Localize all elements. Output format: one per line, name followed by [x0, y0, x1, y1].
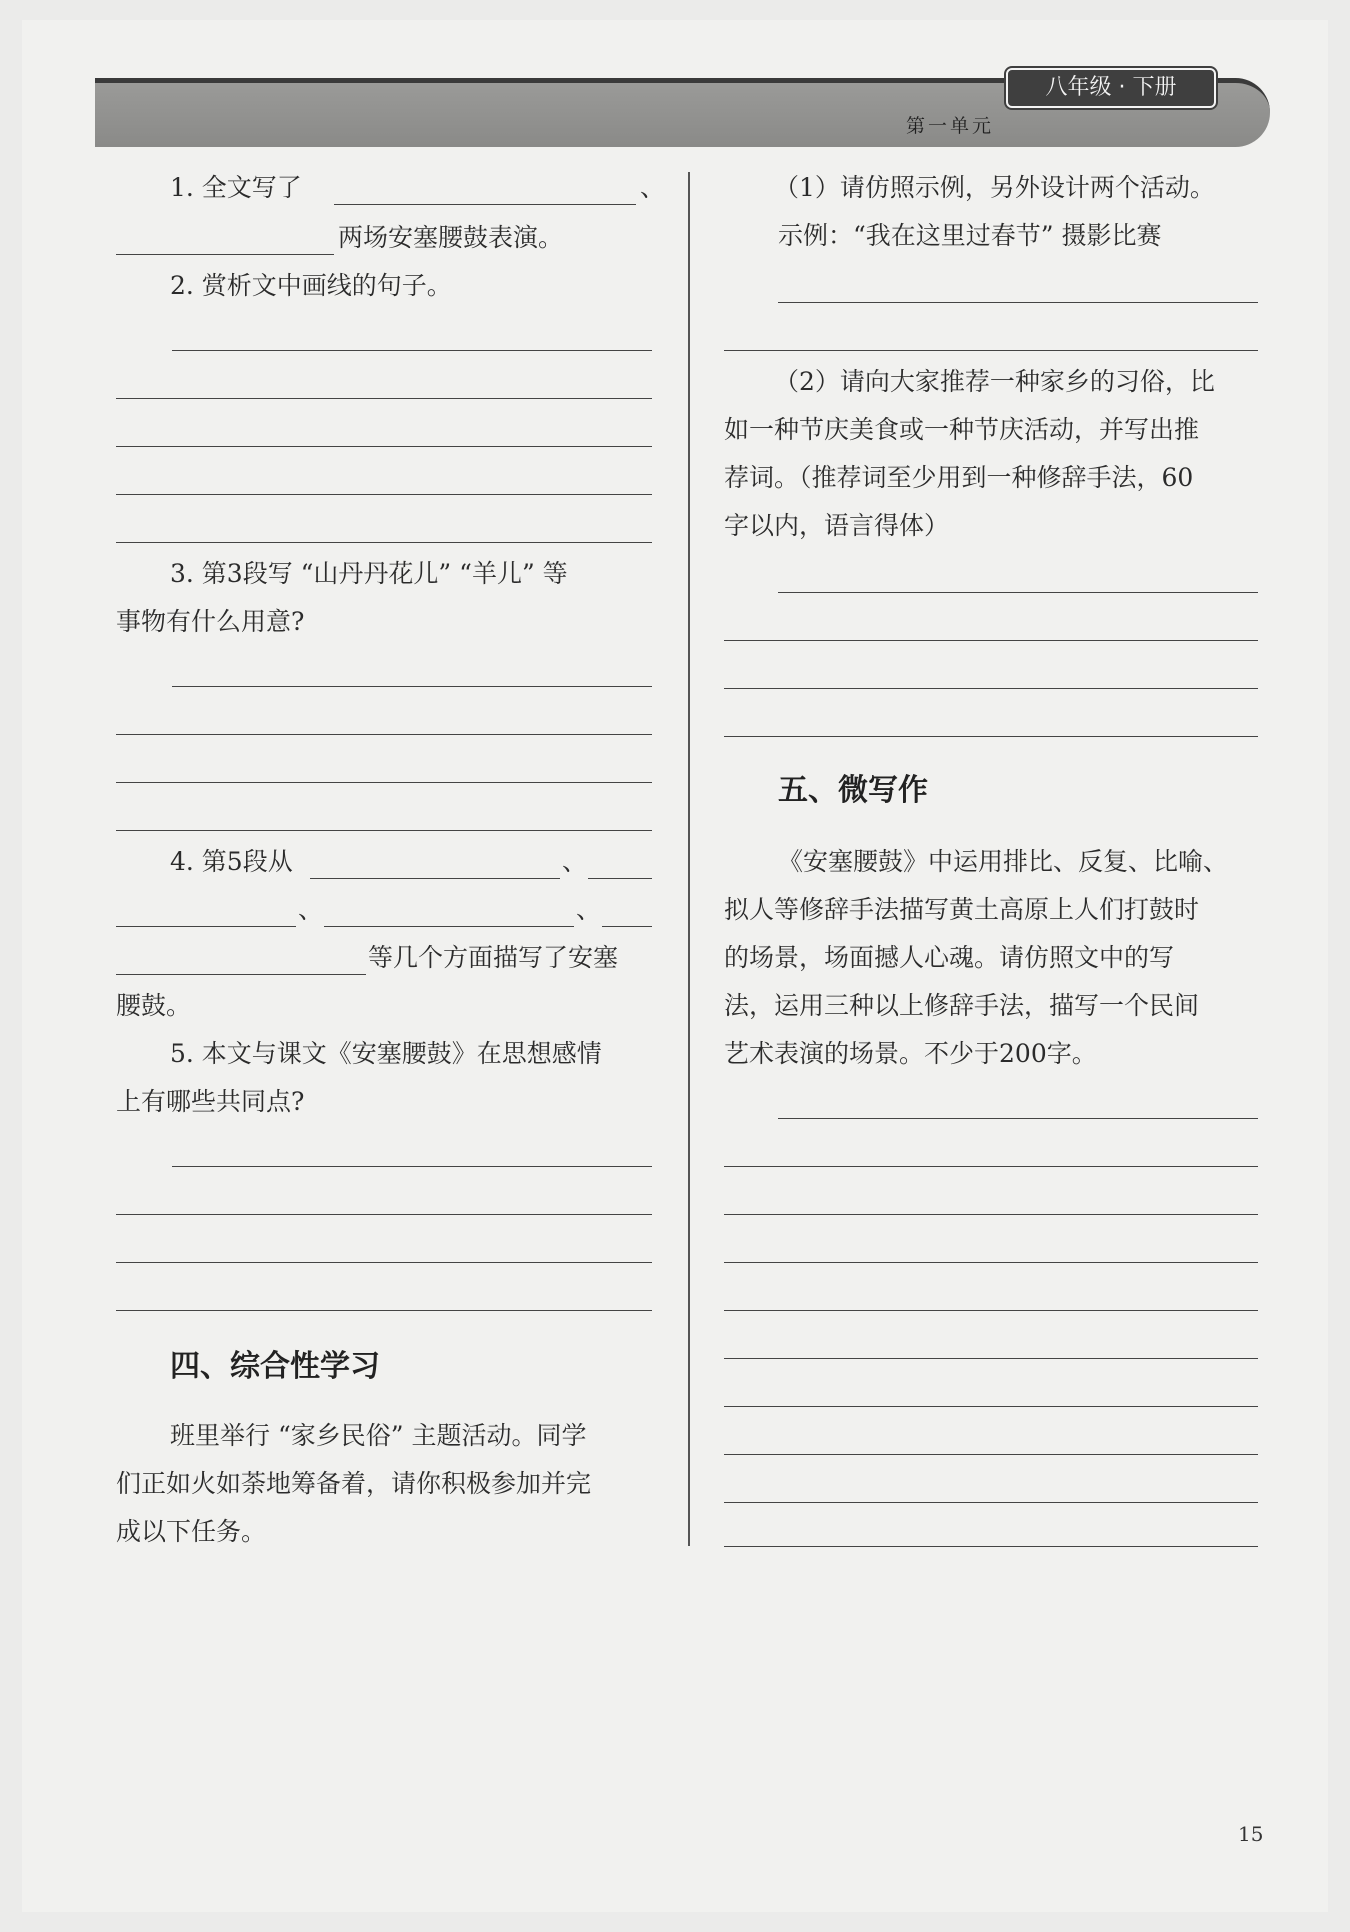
q4-tail: 腰鼓。	[116, 991, 192, 1020]
q4-sep2: 、	[298, 895, 324, 924]
q4-blank-1[interactable]	[310, 878, 560, 879]
q4-blank-2b[interactable]	[116, 926, 296, 927]
q3-line1: 3. 第3段写 “山丹丹花儿” “羊儿” 等	[170, 559, 568, 588]
task1-line2: 示例：“我在这里过春节” 摄影比赛	[778, 221, 1162, 250]
q3-answer-line-3[interactable]	[116, 782, 652, 783]
writing-line-1[interactable]	[778, 1118, 1258, 1119]
q4-blank-4b[interactable]	[116, 974, 366, 975]
section5-line3: 的场景，场面撼人心魂。请仿照文中的写	[724, 943, 1175, 972]
task2-line1: （2）请向大家推荐一种家乡的习俗，比	[774, 367, 1215, 396]
q4-blank-2a[interactable]	[588, 878, 652, 879]
section4-line3: 成以下任务。	[116, 1517, 267, 1546]
q2-text: 2. 赏析文中画线的句子。	[170, 271, 452, 300]
q2-answer-line-4[interactable]	[116, 494, 652, 495]
task2-line4: 字以内，语言得体）	[724, 511, 950, 540]
q2-answer-line-3[interactable]	[116, 446, 652, 447]
writing-line-4[interactable]	[724, 1262, 1258, 1263]
writing-line-8[interactable]	[724, 1454, 1258, 1455]
section5-line2: 拟人等修辞手法描写黄土高原上人们打鼓时	[724, 895, 1200, 924]
q5-line1: 5. 本文与课文《安塞腰鼓》在思想感情	[170, 1039, 602, 1068]
writing-line-10[interactable]	[724, 1546, 1258, 1547]
task2-answer-line-1[interactable]	[778, 592, 1258, 593]
q3-line2: 事物有什么用意?	[116, 607, 305, 636]
q4-sep3: 、	[576, 895, 602, 924]
q1-sep: 、	[640, 173, 666, 202]
q3-answer-line-2[interactable]	[116, 734, 652, 735]
section4-line1: 班里举行 “家乡民俗” 主题活动。同学	[170, 1421, 587, 1450]
writing-line-7[interactable]	[724, 1406, 1258, 1407]
section5-title: 五、微写作	[778, 773, 928, 808]
q2-answer-line-5[interactable]	[116, 542, 652, 543]
task1-line1: （1）请仿照示例，另外设计两个活动。	[774, 173, 1215, 202]
task2-answer-line-2[interactable]	[724, 640, 1258, 641]
q1-prefix: 1. 全文写了	[170, 173, 302, 202]
q4-blank-3[interactable]	[324, 926, 574, 927]
section4-line2: 们正如火如荼地筹备着，请你积极参加并完	[116, 1469, 592, 1498]
q3-answer-line-4[interactable]	[116, 830, 652, 831]
q4-prefix: 4. 第5段从	[170, 847, 293, 876]
task1-answer-line-1[interactable]	[778, 302, 1258, 303]
q5-answer-line-4[interactable]	[116, 1310, 652, 1311]
unit-label: 第一单元	[906, 115, 995, 137]
writing-line-3[interactable]	[724, 1214, 1258, 1215]
column-divider	[688, 172, 690, 1546]
q2-answer-line-2[interactable]	[116, 398, 652, 399]
q4-blank-4a[interactable]	[602, 926, 652, 927]
writing-line-5[interactable]	[724, 1310, 1258, 1311]
q1-suffix: 两场安塞腰鼓表演。	[338, 223, 564, 252]
section5-line4: 法，运用三种以上修辞手法，描写一个民间	[724, 991, 1200, 1020]
grade-tab: 八年级 · 下册	[1006, 68, 1216, 108]
task2-answer-line-3[interactable]	[724, 688, 1258, 689]
task1-answer-line-2[interactable]	[724, 350, 1258, 351]
q2-answer-line-1[interactable]	[172, 350, 652, 351]
section5-line1: 《安塞腰鼓》中运用排比、反复、比喻、	[778, 847, 1229, 876]
q5-answer-line-2[interactable]	[116, 1214, 652, 1215]
task2-line3: 荐词。（推荐词至少用到一种修辞手法，60	[724, 463, 1194, 492]
writing-line-2[interactable]	[724, 1166, 1258, 1167]
q4-suffix: 等几个方面描写了安塞	[368, 943, 619, 972]
q3-answer-line-1[interactable]	[172, 686, 652, 687]
writing-line-9[interactable]	[724, 1502, 1258, 1503]
q5-answer-line-3[interactable]	[116, 1262, 652, 1263]
q5-answer-line-1[interactable]	[172, 1166, 652, 1167]
section5-line5: 艺术表演的场景。不少于200字。	[724, 1039, 1097, 1068]
q4-sep1: 、	[562, 847, 588, 876]
task2-answer-line-4[interactable]	[724, 736, 1258, 737]
task2-line2: 如一种节庆美食或一种节庆活动，并写出推	[724, 415, 1200, 444]
q1-blank-1[interactable]	[334, 204, 636, 205]
page-number: 15	[1238, 1822, 1264, 1846]
section4-title: 四、综合性学习	[170, 1349, 380, 1384]
writing-line-6[interactable]	[724, 1358, 1258, 1359]
q1-blank-2[interactable]	[116, 254, 334, 255]
q5-line2: 上有哪些共同点?	[116, 1087, 305, 1116]
